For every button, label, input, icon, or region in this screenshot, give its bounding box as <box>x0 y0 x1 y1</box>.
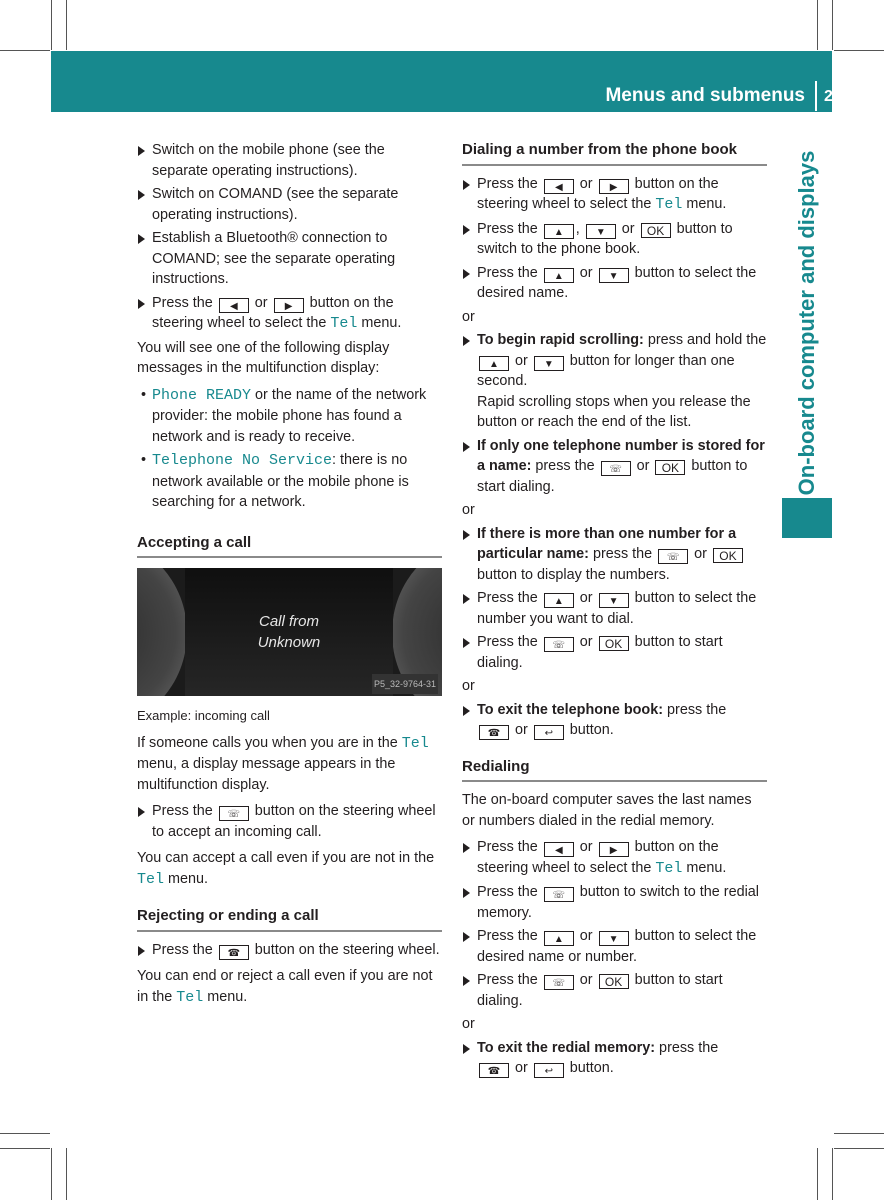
paragraph: You will see one of the following display messages in the multifunction display: <box>137 339 390 376</box>
instruction-step: If there is more than one number for a particular name: press the ☏ or OK button to display the numbers. <box>462 524 767 586</box>
section-heading: Rejecting or ending a call <box>137 906 442 932</box>
list-item: • Telephone No Service: there is no network available or the mobile phone is searching for a network. <box>141 452 409 510</box>
crop-mark <box>834 50 884 51</box>
paragraph: You can end or reject a call even if you are not in the Tel menu. <box>137 968 433 1006</box>
down-arrow-key-icon: ▼ <box>599 593 629 608</box>
list-item: • Phone READY or the name of the network provider: the mobile phone has found a network and is ready to receive. <box>141 386 427 445</box>
instruction-step: To begin rapid scrolling: press and hold the ▲ or ▼ button for longer than one second. Rapid scrolling stops when you release the button or reach the end of the list. <box>462 330 767 433</box>
ok-key-icon: OK <box>641 223 671 238</box>
chapter-tab <box>782 150 832 496</box>
instruction-step: Press the ☏ button to switch to the redial memory. <box>462 882 767 923</box>
instruction-step: Press the ▲ , ▼ or OK button to switch to the phone book. <box>462 219 767 260</box>
instruction-step: To exit the redial memory: press the ☎ or ↩ button. <box>462 1038 767 1079</box>
instruction-step: Press the ▲ or ▼ button to select the desired name. <box>462 263 767 304</box>
crop-mark <box>0 1133 50 1134</box>
section-heading: Redialing <box>462 757 767 783</box>
down-arrow-key-icon: ▼ <box>599 931 629 946</box>
up-arrow-key-icon: ▲ <box>544 224 574 239</box>
instruction-step: Press the ◀ or ▶ button on the steering wheel to select the Tel menu. <box>462 174 767 216</box>
speedometer-gauge <box>137 568 187 696</box>
back-key-icon: ↩ <box>534 725 564 740</box>
instruction-step: Switch on the mobile phone (see the separate operating instructions). <box>137 140 442 181</box>
instruction-step: Press the ▲ or ▼ button to select the desired name or number. <box>462 926 767 967</box>
section-heading: Dialing a number from the phone book <box>462 140 767 166</box>
or-separator: or <box>462 308 475 325</box>
paragraph: If someone calls you when you are in the Tel menu, a display message appears in the multifunction display. <box>137 734 429 793</box>
crop-mark <box>817 0 818 50</box>
crop-mark <box>0 50 50 51</box>
crop-mark <box>51 1148 52 1200</box>
header-divider <box>815 81 817 111</box>
or-separator: or <box>462 1016 475 1032</box>
up-arrow-key-icon: ▲ <box>544 268 574 283</box>
chapter-label: On-board computer and displays <box>794 150 819 496</box>
ok-key-icon: OK <box>713 548 743 563</box>
page-header <box>51 51 851 112</box>
crop-mark <box>817 1148 818 1200</box>
or-separator: or <box>462 678 475 694</box>
back-key-icon: ↩ <box>534 1063 564 1078</box>
hang-up-key-icon: ☎ <box>219 945 249 960</box>
down-arrow-key-icon: ▼ <box>586 224 616 239</box>
up-arrow-key-icon: ▲ <box>544 593 574 608</box>
instruction-step: Press the ◀ or ▶ button on the steering wheel to select the Tel menu. <box>137 293 442 335</box>
instruction-step: Switch on COMAND (see the separate operating instructions). <box>137 184 442 225</box>
phone-key-icon: ☏ <box>601 461 631 476</box>
instruction-step: Press the ▲ or ▼ button to select the number you want to dial. <box>462 588 767 629</box>
section-title: Menus and submenus <box>605 85 805 106</box>
down-arrow-key-icon: ▼ <box>534 356 564 371</box>
right-arrow-key-icon: ▶ <box>599 842 629 857</box>
figure-caption: Example: incoming call <box>137 708 270 723</box>
phone-key-icon: ☏ <box>544 887 574 902</box>
down-arrow-key-icon: ▼ <box>599 268 629 283</box>
multifunction-display-image <box>137 568 442 696</box>
or-separator: or <box>462 502 475 518</box>
crop-mark <box>66 1148 67 1200</box>
crop-mark <box>0 1148 50 1149</box>
chapter-marker <box>782 498 832 538</box>
ok-key-icon: OK <box>655 460 685 475</box>
crop-mark <box>51 0 52 50</box>
left-column <box>137 140 442 1014</box>
phone-key-icon: ☏ <box>544 975 574 990</box>
paragraph: You can accept a call even if you are not in the Tel menu. <box>137 850 435 888</box>
crop-mark <box>66 0 67 50</box>
left-arrow-key-icon: ◀ <box>219 298 249 313</box>
instruction-step: Press the ☎ button on the steering wheel. <box>137 940 442 961</box>
up-arrow-key-icon: ▲ <box>544 931 574 946</box>
page-number: 271 <box>824 88 851 105</box>
instruction-step: Press the ☏ button on the steering wheel to accept an incoming call. <box>137 801 442 842</box>
crop-mark <box>832 1148 833 1200</box>
tel-menu-label: Tel <box>330 315 358 332</box>
left-arrow-key-icon: ◀ <box>544 179 574 194</box>
instruction-step: Press the ◀ or ▶ button on the steering wheel to select the Tel menu. <box>462 837 767 879</box>
crop-mark <box>834 1148 884 1149</box>
figure-code: P5_32-9764-31 <box>372 674 438 695</box>
right-column <box>462 140 767 1082</box>
instruction-step: If only one telephone number is stored for a name: press the ☏ or OK button to start dialing. <box>462 436 767 498</box>
instruction-step: Press the ☏ or OK button to start dialing. <box>462 970 767 1011</box>
instruction-step: Establish a Bluetooth® connection to COMAND; see the separate operating instructions. <box>137 228 442 290</box>
phone-key-icon: ☏ <box>219 806 249 821</box>
instruction-step: Press the ☏ or OK button to start dialing. <box>462 632 767 673</box>
right-arrow-key-icon: ▶ <box>274 298 304 313</box>
right-arrow-key-icon: ▶ <box>599 179 629 194</box>
section-heading: Accepting a call <box>137 533 442 559</box>
phone-key-icon: ☏ <box>544 637 574 652</box>
paragraph: The on-board computer saves the last names or numbers dialed in the redial memory. <box>462 792 752 829</box>
instruction-step: To exit the telephone book: press the ☎ or ↩ button. <box>462 700 767 741</box>
crop-mark <box>834 1133 884 1134</box>
ok-key-icon: OK <box>599 974 629 989</box>
crop-mark <box>832 0 833 50</box>
hang-up-key-icon: ☎ <box>479 725 509 740</box>
display-screen: Call from Unknown <box>185 568 393 696</box>
left-arrow-key-icon: ◀ <box>544 842 574 857</box>
phone-key-icon: ☏ <box>658 549 688 564</box>
hang-up-key-icon: ☎ <box>479 1063 509 1078</box>
up-arrow-key-icon: ▲ <box>479 356 509 371</box>
ok-key-icon: OK <box>599 636 629 651</box>
